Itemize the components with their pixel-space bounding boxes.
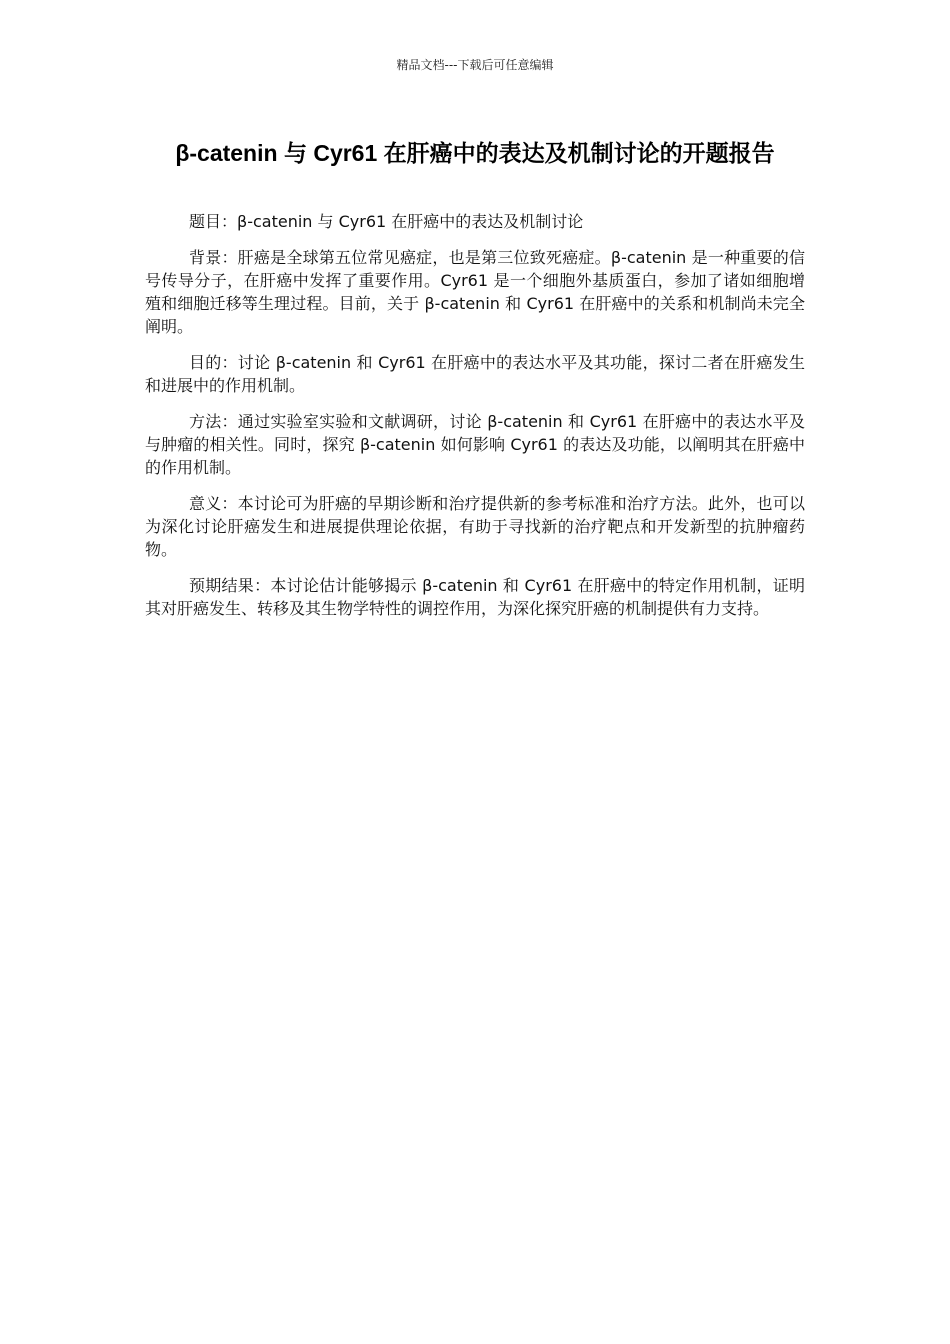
document-title: β-catenin 与 Cyr61 在肝癌中的表达及机制讨论的开题报告: [175, 140, 775, 166]
page-header: 精品文档---下载后可任意编辑: [396, 58, 554, 72]
paragraph-purpose: 目的：讨论 β-catenin 和 Cyr61 在肝癌中的表达水平及其功能，探讨二者在肝癌发生和进展中的作用机制。: [145, 353, 805, 395]
paragraph-background: 背景：肝癌是全球第五位常见癌症，也是第三位致死癌症。β-catenin 是一种重要的信号传导分子，在肝癌中发挥了重要作用。Cyr61 是一个细胞外基质蛋白，参加了诸如细胞增殖和细胞迁移等生理过程。目前，关于 β-catenin 和 Cyr61 在肝癌中的关系和机制尚未完全阐明。: [145, 248, 805, 336]
document-body: [145, 210, 805, 633]
paragraph-significance: 意义：本讨论可为肝癌的早期诊断和治疗提供新的参考标准和治疗方法。此外，也可以为深化讨论肝癌发生和进展提供理论依据，有助于寻找新的治疗靶点和开发新型的抗肿瘤药物。: [145, 494, 805, 559]
paragraph-topic: 题目：β-catenin 与 Cyr61 在肝癌中的表达及机制讨论: [189, 212, 584, 231]
paragraph-expected-results: 预期结果：本讨论估计能够揭示 β-catenin 和 Cyr61 在肝癌中的特定作用机制，证明其对肝癌发生、转移及其生物学特性的调控作用，为深化探究肝癌的机制提供有力支持。: [145, 576, 805, 618]
paragraph-method: 方法：通过实验室实验和文献调研，讨论 β-catenin 和 Cyr61 在肝癌中的表达水平及与肿瘤的相关性。同时，探究 β-catenin 如何影响 Cyr61 的表达及功能，以阐明其在肝癌中的作用机制。: [145, 412, 805, 477]
